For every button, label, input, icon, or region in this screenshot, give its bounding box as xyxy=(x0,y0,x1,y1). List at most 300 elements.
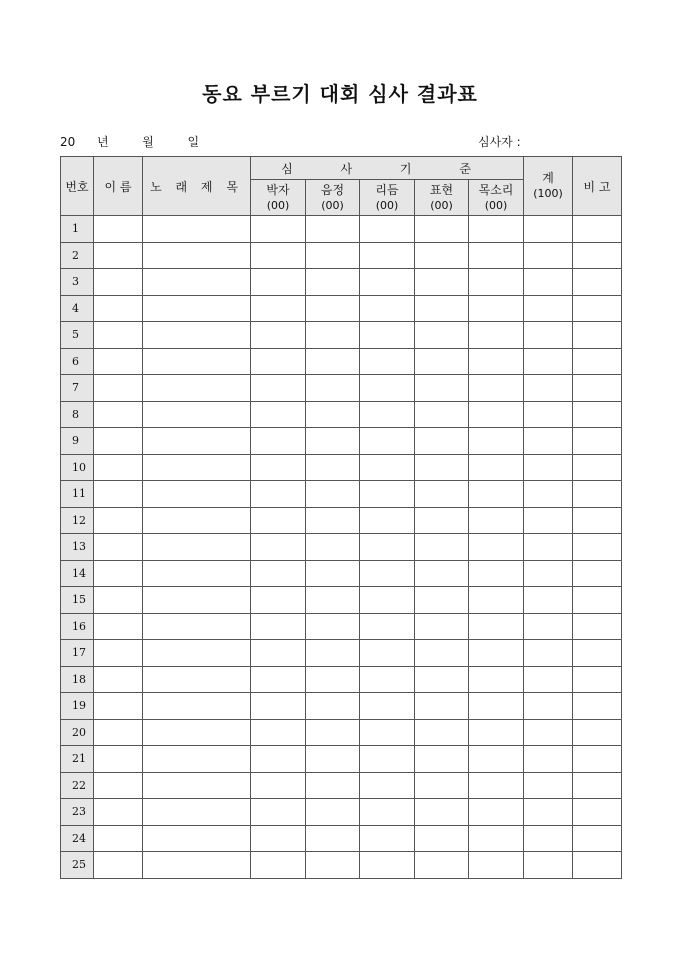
cell-pitch[interactable] xyxy=(306,322,360,349)
cell-beat[interactable] xyxy=(251,216,306,243)
cell-voice[interactable] xyxy=(469,772,524,799)
cell-rhythm[interactable] xyxy=(360,322,415,349)
table-row xyxy=(61,799,622,826)
cell-beat[interactable] xyxy=(251,666,306,693)
table-row xyxy=(61,852,622,879)
cell-voice[interactable] xyxy=(469,719,524,746)
cell-beat[interactable] xyxy=(251,507,306,534)
cell-total[interactable] xyxy=(524,772,573,799)
cell-rhythm[interactable] xyxy=(360,640,415,667)
cell-note[interactable] xyxy=(573,613,622,640)
row-number: 18 xyxy=(61,666,94,693)
cell-total[interactable] xyxy=(524,401,573,428)
cell-voice[interactable] xyxy=(469,613,524,640)
cell-beat[interactable] xyxy=(251,534,306,561)
cell-song-title[interactable] xyxy=(143,534,251,561)
cell-pitch[interactable] xyxy=(306,719,360,746)
cell-expression[interactable] xyxy=(415,640,469,667)
cell-rhythm[interactable] xyxy=(360,216,415,243)
cell-total[interactable] xyxy=(524,746,573,773)
criterion-max: (00) xyxy=(375,198,399,212)
cell-expression[interactable] xyxy=(415,269,469,296)
cell-pitch[interactable] xyxy=(306,507,360,534)
cell-beat[interactable] xyxy=(251,719,306,746)
table-row xyxy=(61,746,622,773)
cell-pitch[interactable] xyxy=(306,534,360,561)
cell-voice[interactable] xyxy=(469,481,524,508)
cell-expression[interactable] xyxy=(415,507,469,534)
cell-total[interactable] xyxy=(524,428,573,455)
cell-total[interactable] xyxy=(524,295,573,322)
cell-note[interactable] xyxy=(573,560,622,587)
cell-song-title[interactable] xyxy=(143,322,251,349)
header-total xyxy=(524,157,573,216)
cell-voice[interactable] xyxy=(469,799,524,826)
cell-expression[interactable] xyxy=(415,242,469,269)
cell-note[interactable] xyxy=(573,242,622,269)
cell-total[interactable] xyxy=(524,825,573,852)
cell-song-title[interactable] xyxy=(143,454,251,481)
cell-rhythm[interactable] xyxy=(360,613,415,640)
cell-expression[interactable] xyxy=(415,428,469,455)
cell-rhythm[interactable] xyxy=(360,772,415,799)
cell-song-title[interactable] xyxy=(143,746,251,773)
cell-pitch[interactable] xyxy=(306,401,360,428)
cell-pitch[interactable] xyxy=(306,269,360,296)
cell-beat[interactable] xyxy=(251,825,306,852)
judge-label: 심사자 : xyxy=(478,135,521,149)
criterion-label: 리듬 xyxy=(375,182,399,197)
cell-rhythm[interactable] xyxy=(360,799,415,826)
row-number: 14 xyxy=(61,560,94,587)
cell-voice[interactable] xyxy=(469,454,524,481)
row-number: 19 xyxy=(61,693,94,720)
cell-pitch[interactable] xyxy=(306,348,360,375)
result-table xyxy=(60,156,622,879)
cell-beat[interactable] xyxy=(251,269,306,296)
cell-expression[interactable] xyxy=(415,772,469,799)
cell-expression[interactable] xyxy=(415,534,469,561)
cell-voice[interactable] xyxy=(469,746,524,773)
cell-beat[interactable] xyxy=(251,428,306,455)
cell-note[interactable] xyxy=(573,666,622,693)
cell-song-title[interactable] xyxy=(143,481,251,508)
row-number: 15 xyxy=(61,587,94,614)
cell-song-title[interactable] xyxy=(143,560,251,587)
cell-name[interactable] xyxy=(94,454,143,481)
cell-name[interactable] xyxy=(94,428,143,455)
cell-song-title[interactable] xyxy=(143,640,251,667)
cell-note[interactable] xyxy=(573,322,622,349)
cell-voice[interactable] xyxy=(469,666,524,693)
cell-expression[interactable] xyxy=(415,560,469,587)
cell-voice[interactable] xyxy=(469,640,524,667)
cell-total[interactable] xyxy=(524,640,573,667)
cell-beat[interactable] xyxy=(251,613,306,640)
cell-name[interactable] xyxy=(94,560,143,587)
cell-beat[interactable] xyxy=(251,693,306,720)
cell-name[interactable] xyxy=(94,507,143,534)
criterion-max: (00) xyxy=(321,198,344,212)
cell-pitch[interactable] xyxy=(306,825,360,852)
row-number: 13 xyxy=(61,534,94,561)
cell-expression[interactable] xyxy=(415,401,469,428)
cell-beat[interactable] xyxy=(251,375,306,402)
row-number: 9 xyxy=(61,428,94,455)
row-number: 2 xyxy=(61,242,94,269)
cell-song-title[interactable] xyxy=(143,613,251,640)
cell-pitch[interactable] xyxy=(306,428,360,455)
cell-beat[interactable] xyxy=(251,799,306,826)
header-total-max: (100) xyxy=(533,187,563,200)
cell-beat[interactable] xyxy=(251,401,306,428)
table-row xyxy=(61,401,622,428)
cell-voice[interactable] xyxy=(469,348,524,375)
row-number: 8 xyxy=(61,401,94,428)
table-row xyxy=(61,348,622,375)
cell-total[interactable] xyxy=(524,481,573,508)
cell-expression[interactable] xyxy=(415,322,469,349)
table-row xyxy=(61,587,622,614)
cell-expression[interactable] xyxy=(415,454,469,481)
cell-name[interactable] xyxy=(94,772,143,799)
criterion-max: (00) xyxy=(484,198,508,212)
row-number: 16 xyxy=(61,613,94,640)
cell-note[interactable] xyxy=(573,587,622,614)
cell-total[interactable] xyxy=(524,507,573,534)
cell-beat[interactable] xyxy=(251,348,306,375)
cell-pitch[interactable] xyxy=(306,613,360,640)
row-number: 20 xyxy=(61,719,94,746)
header-name: 이 름 xyxy=(94,157,143,216)
cell-song-title[interactable] xyxy=(143,242,251,269)
date-day-unit: 일 xyxy=(187,135,200,149)
cell-note[interactable] xyxy=(573,428,622,455)
table-row xyxy=(61,534,622,561)
row-number: 23 xyxy=(61,799,94,826)
cell-note[interactable] xyxy=(573,348,622,375)
cell-rhythm[interactable] xyxy=(360,534,415,561)
table-row xyxy=(61,216,622,243)
cell-beat[interactable] xyxy=(251,454,306,481)
cell-name[interactable] xyxy=(94,348,143,375)
cell-voice[interactable] xyxy=(469,825,524,852)
cell-expression[interactable] xyxy=(415,295,469,322)
cell-name[interactable] xyxy=(94,534,143,561)
table-row xyxy=(61,507,622,534)
cell-song-title[interactable] xyxy=(143,772,251,799)
row-number: 12 xyxy=(61,507,94,534)
row-number: 11 xyxy=(61,481,94,508)
cell-pitch[interactable] xyxy=(306,772,360,799)
cell-note[interactable] xyxy=(573,507,622,534)
cell-total[interactable] xyxy=(524,375,573,402)
cell-note[interactable] xyxy=(573,295,622,322)
cell-beat[interactable] xyxy=(251,746,306,773)
row-number: 4 xyxy=(61,295,94,322)
cell-song-title[interactable] xyxy=(143,375,251,402)
header-criterion-beat xyxy=(251,180,306,216)
cell-name[interactable] xyxy=(94,640,143,667)
table-row xyxy=(61,825,622,852)
cell-note[interactable] xyxy=(573,269,622,296)
cell-total[interactable] xyxy=(524,560,573,587)
row-number: 5 xyxy=(61,322,94,349)
table-row xyxy=(61,719,622,746)
cell-pitch[interactable] xyxy=(306,799,360,826)
cell-name[interactable] xyxy=(94,799,143,826)
cell-total[interactable] xyxy=(524,852,573,879)
cell-voice[interactable] xyxy=(469,216,524,243)
cell-total[interactable] xyxy=(524,693,573,720)
cell-voice[interactable] xyxy=(469,295,524,322)
cell-rhythm[interactable] xyxy=(360,454,415,481)
cell-rhythm[interactable] xyxy=(360,560,415,587)
cell-song-title[interactable] xyxy=(143,507,251,534)
header-criteria: 심 사 기 준 xyxy=(251,157,524,180)
cell-expression[interactable] xyxy=(415,799,469,826)
cell-note[interactable] xyxy=(573,825,622,852)
cell-expression[interactable] xyxy=(415,613,469,640)
cell-expression[interactable] xyxy=(415,587,469,614)
table-row xyxy=(61,613,622,640)
cell-name[interactable] xyxy=(94,613,143,640)
cell-voice[interactable] xyxy=(469,587,524,614)
criterion-label: 박자 xyxy=(266,182,290,197)
cell-beat[interactable] xyxy=(251,295,306,322)
cell-pitch[interactable] xyxy=(306,560,360,587)
cell-name[interactable] xyxy=(94,719,143,746)
cell-pitch[interactable] xyxy=(306,587,360,614)
cell-name[interactable] xyxy=(94,401,143,428)
cell-beat[interactable] xyxy=(251,322,306,349)
cell-song-title[interactable] xyxy=(143,825,251,852)
cell-name[interactable] xyxy=(94,242,143,269)
cell-pitch[interactable] xyxy=(306,295,360,322)
criterion-label: 음정 xyxy=(320,182,345,197)
cell-song-title[interactable] xyxy=(143,693,251,720)
cell-pitch[interactable] xyxy=(306,242,360,269)
cell-expression[interactable] xyxy=(415,216,469,243)
cell-total[interactable] xyxy=(524,613,573,640)
header-song-title: 노 래 제 목 xyxy=(143,157,251,216)
table-row xyxy=(61,560,622,587)
cell-expression[interactable] xyxy=(415,375,469,402)
cell-voice[interactable] xyxy=(469,693,524,720)
cell-rhythm[interactable] xyxy=(360,428,415,455)
cell-name[interactable] xyxy=(94,295,143,322)
cell-name[interactable] xyxy=(94,852,143,879)
cell-voice[interactable] xyxy=(469,507,524,534)
cell-note[interactable] xyxy=(573,216,622,243)
header-criterion-voice xyxy=(469,180,524,216)
table-row xyxy=(61,242,622,269)
table-row xyxy=(61,454,622,481)
cell-total[interactable] xyxy=(524,454,573,481)
cell-rhythm[interactable] xyxy=(360,242,415,269)
cell-song-title[interactable] xyxy=(143,269,251,296)
cell-song-title[interactable] xyxy=(143,295,251,322)
cell-total[interactable] xyxy=(524,534,573,561)
cell-rhythm[interactable] xyxy=(360,719,415,746)
table-row xyxy=(61,693,622,720)
cell-song-title[interactable] xyxy=(143,852,251,879)
cell-rhythm[interactable] xyxy=(360,348,415,375)
cell-note[interactable] xyxy=(573,375,622,402)
cell-name[interactable] xyxy=(94,666,143,693)
cell-total[interactable] xyxy=(524,269,573,296)
cell-pitch[interactable] xyxy=(306,216,360,243)
row-number: 25 xyxy=(61,852,94,879)
cell-pitch[interactable] xyxy=(306,481,360,508)
cell-voice[interactable] xyxy=(469,852,524,879)
cell-beat[interactable] xyxy=(251,242,306,269)
cell-name[interactable] xyxy=(94,587,143,614)
criterion-max: (00) xyxy=(430,198,453,212)
page-title: 동요 부르기 대회 심사 결과표 xyxy=(202,82,478,106)
cell-name[interactable] xyxy=(94,693,143,720)
cell-pitch[interactable] xyxy=(306,666,360,693)
cell-expression[interactable] xyxy=(415,719,469,746)
cell-rhythm[interactable] xyxy=(360,507,415,534)
cell-name[interactable] xyxy=(94,825,143,852)
header-note: 비 고 xyxy=(573,157,622,216)
cell-expression[interactable] xyxy=(415,348,469,375)
row-number: 21 xyxy=(61,746,94,773)
cell-total[interactable] xyxy=(524,348,573,375)
table-row xyxy=(61,640,622,667)
table-row xyxy=(61,666,622,693)
header-criterion-rhythm xyxy=(360,180,415,216)
cell-note[interactable] xyxy=(573,799,622,826)
cell-note[interactable] xyxy=(573,746,622,773)
cell-song-title[interactable] xyxy=(143,216,251,243)
cell-voice[interactable] xyxy=(469,242,524,269)
cell-name[interactable] xyxy=(94,481,143,508)
cell-rhythm[interactable] xyxy=(360,746,415,773)
header-criterion-expression xyxy=(415,180,469,216)
cell-name[interactable] xyxy=(94,375,143,402)
cell-note[interactable] xyxy=(573,852,622,879)
table-row xyxy=(61,772,622,799)
cell-rhythm[interactable] xyxy=(360,825,415,852)
cell-total[interactable] xyxy=(524,666,573,693)
cell-note[interactable] xyxy=(573,719,622,746)
cell-note[interactable] xyxy=(573,481,622,508)
cell-total[interactable] xyxy=(524,216,573,243)
cell-beat[interactable] xyxy=(251,560,306,587)
row-number: 3 xyxy=(61,269,94,296)
cell-name[interactable] xyxy=(94,216,143,243)
criterion-label: 표현 xyxy=(429,182,454,197)
cell-song-title[interactable] xyxy=(143,401,251,428)
cell-rhythm[interactable] xyxy=(360,269,415,296)
table-row xyxy=(61,375,622,402)
cell-voice[interactable] xyxy=(469,269,524,296)
cell-note[interactable] xyxy=(573,454,622,481)
criterion-max: (00) xyxy=(266,198,290,212)
cell-rhythm[interactable] xyxy=(360,295,415,322)
cell-rhythm[interactable] xyxy=(360,587,415,614)
row-number: 24 xyxy=(61,825,94,852)
cell-song-title[interactable] xyxy=(143,666,251,693)
date-line xyxy=(60,133,199,150)
cell-rhythm[interactable] xyxy=(360,852,415,879)
cell-name[interactable] xyxy=(94,269,143,296)
cell-pitch[interactable] xyxy=(306,746,360,773)
cell-rhythm[interactable] xyxy=(360,693,415,720)
header-number: 번호 xyxy=(61,157,94,216)
cell-note[interactable] xyxy=(573,401,622,428)
cell-voice[interactable] xyxy=(469,401,524,428)
cell-voice[interactable] xyxy=(469,375,524,402)
table-row xyxy=(61,481,622,508)
date-month-unit: 월 xyxy=(142,135,154,149)
cell-expression[interactable] xyxy=(415,852,469,879)
cell-beat[interactable] xyxy=(251,481,306,508)
cell-expression[interactable] xyxy=(415,481,469,508)
cell-pitch[interactable] xyxy=(306,375,360,402)
cell-note[interactable] xyxy=(573,693,622,720)
cell-total[interactable] xyxy=(524,719,573,746)
cell-total[interactable] xyxy=(524,587,573,614)
cell-total[interactable] xyxy=(524,242,573,269)
cell-beat[interactable] xyxy=(251,640,306,667)
cell-rhythm[interactable] xyxy=(360,666,415,693)
cell-note[interactable] xyxy=(573,772,622,799)
cell-note[interactable] xyxy=(573,640,622,667)
table-row xyxy=(61,322,622,349)
cell-voice[interactable] xyxy=(469,428,524,455)
cell-pitch[interactable] xyxy=(306,454,360,481)
cell-expression[interactable] xyxy=(415,693,469,720)
header-criterion-pitch xyxy=(306,180,360,216)
cell-song-title[interactable] xyxy=(143,587,251,614)
cell-song-title[interactable] xyxy=(143,799,251,826)
cell-beat[interactable] xyxy=(251,772,306,799)
cell-voice[interactable] xyxy=(469,560,524,587)
cell-total[interactable] xyxy=(524,322,573,349)
cell-rhythm[interactable] xyxy=(360,401,415,428)
cell-pitch[interactable] xyxy=(306,693,360,720)
cell-song-title[interactable] xyxy=(143,348,251,375)
cell-name[interactable] xyxy=(94,322,143,349)
row-number: 10 xyxy=(61,454,94,481)
cell-expression[interactable] xyxy=(415,746,469,773)
cell-rhythm[interactable] xyxy=(360,375,415,402)
cell-expression[interactable] xyxy=(415,666,469,693)
criterion-label: 목소리 xyxy=(478,182,514,197)
cell-song-title[interactable] xyxy=(143,719,251,746)
cell-song-title[interactable] xyxy=(143,428,251,455)
cell-note[interactable] xyxy=(573,534,622,561)
date-year: 20 xyxy=(60,135,76,149)
row-number: 17 xyxy=(61,640,94,667)
cell-beat[interactable] xyxy=(251,852,306,879)
cell-voice[interactable] xyxy=(469,322,524,349)
cell-beat[interactable] xyxy=(251,587,306,614)
cell-voice[interactable] xyxy=(469,534,524,561)
header-total-label: 계 xyxy=(542,171,554,185)
cell-expression[interactable] xyxy=(415,825,469,852)
cell-pitch[interactable] xyxy=(306,852,360,879)
cell-total[interactable] xyxy=(524,799,573,826)
row-number: 6 xyxy=(61,348,94,375)
cell-pitch[interactable] xyxy=(306,640,360,667)
table-row xyxy=(61,269,622,296)
cell-name[interactable] xyxy=(94,746,143,773)
cell-rhythm[interactable] xyxy=(360,481,415,508)
